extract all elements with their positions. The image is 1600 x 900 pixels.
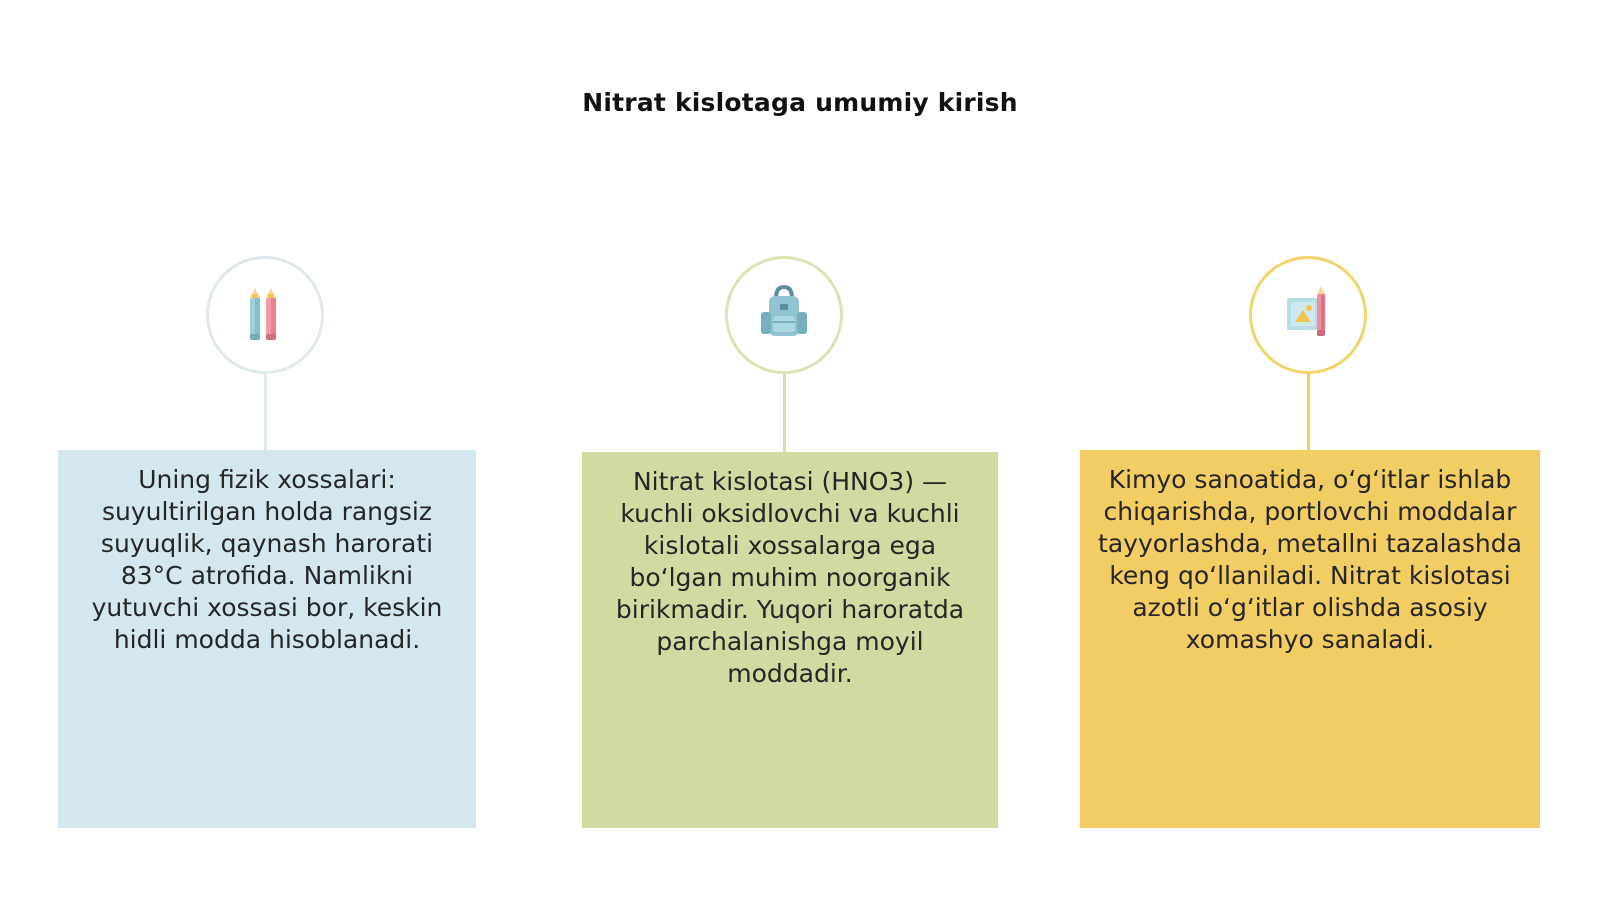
picture-pencil-icon: [1273, 278, 1343, 353]
icon-circle-1: [206, 256, 324, 374]
connector-3: [1307, 374, 1310, 450]
pencils-icon: [230, 278, 300, 353]
info-card-text: Uning fizik xossalari: suyultirilgan holda rangsiz suyuqlik, qaynash harorati 83°C atrofida. Namlikni yutuvchi xossasi bor, keskin hidli modda hisoblanadi.: [91, 465, 443, 654]
info-card-2: [582, 452, 998, 828]
icon-circle-3: [1249, 256, 1367, 374]
page-title: Nitrat kislotaga umumiy kirish: [582, 88, 1018, 117]
info-card-text: Kimyo sanoatida, o‘g‘itlar ishlab chiqarishda, portlovchi moddalar tayyorlashda, metallni tazalashda keng qo‘llaniladi. Nitrat kislotasi azotli o‘g‘itlar olishda asosiy xomashyo sanaladi.: [1098, 465, 1522, 654]
connector-1: [264, 374, 267, 450]
info-card-1: [58, 450, 476, 828]
info-card-text: Nitrat kislotasi (HNO3) — kuchli oksidlovchi va kuchli kislotali xossalarga ega bo‘lgan muhim noorganik birikmadir. Yuqori haroratda parchalanishga moyil moddadir.: [615, 467, 965, 688]
connector-2: [783, 374, 786, 452]
icon-circle-2: [725, 256, 843, 374]
info-card-3: [1080, 450, 1540, 828]
backpack-icon: [749, 278, 819, 353]
